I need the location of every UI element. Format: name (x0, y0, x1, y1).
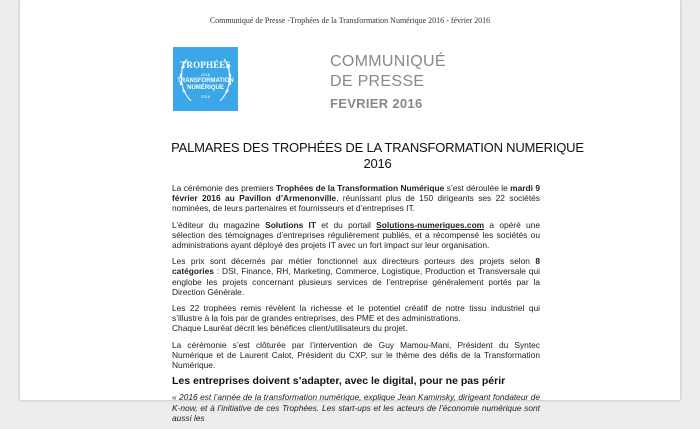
portal-link[interactable]: Solutions-numeriques.com (376, 219, 485, 230)
document-heading: PALMARES DES TROPHÉES DE LA TRANSFORMATION NUMERIQUE 2016 (171, 140, 584, 171)
press-label-line1: COMMUNIQUÉ (330, 53, 446, 70)
logo-line-transformation: TRANSFORMATION (177, 78, 234, 84)
paragraph-ceremony (172, 183, 540, 214)
text-run-bold: mardi 9 février 2016 au Pavillon d’Armenonville (172, 183, 540, 204)
press-label-line2: DE PRESSE (330, 73, 425, 90)
running-header: Communiqué de Presse -Trophées de la Transformation Numérique 2016 - février 2016 (209, 16, 491, 25)
paragraph-categories (172, 256, 540, 297)
text-run: s’est déroulée le (444, 183, 511, 193)
text-run-bold: Trophées de la Transformation Numérique (276, 183, 445, 193)
text-run: et du portail (315, 219, 377, 230)
paragraph-quote: « 2016 est l’année de la transformation numérique, explique Jean Kaminsky, dirigeant fondateur de K-now, et à l’initiative de ces Trophées. Les start-ups et les acteurs de l’économie numérique sont aussi les (172, 392, 540, 423)
paragraph-editor (172, 220, 540, 251)
text-run: a opéré une sélection des témoignages d’entreprises régulièrement publiés, et a récompensé les sociétés ou administrations ayant déployé des projets IT avec un fort impact sur leur organisation. (172, 219, 540, 251)
document-page (20, 0, 680, 423)
document-body (172, 183, 540, 429)
logo-year-bottom: 2016 (201, 94, 210, 99)
logo-line-numerique: NUMÉRIQUE (187, 85, 224, 91)
text-run: : DSI, Finance, RH, Marketing, Commerce, Logistique, Production et Transversale qui englobe les projets concernant plusieurs services de l’entreprise généralement portés par la Direction Générale. (172, 266, 540, 297)
trophees-logo (173, 47, 238, 111)
text-run: Les 22 trophées remis révèlent la richesse et le potentiel créatif de notre tissu industriel qui s’illustre à la fois par de grandes entreprises, des PME et des administrations. (172, 303, 540, 324)
press-release-label (330, 52, 446, 92)
text-run: L’éditeur du magazine (172, 219, 266, 230)
text-run: La cérémonie des premiers (172, 183, 277, 193)
text-run-bold: 8 catégories (172, 256, 540, 277)
section-subheading: Les entreprises doivent s’adapter, avec le digital, pour ne pas périr (172, 375, 506, 388)
text-run: Les prix sont décernés par métier fonctionnel aux directeurs porteurs des projets selon (172, 256, 536, 267)
press-date: FEVRIER 2016 (330, 96, 423, 111)
text-run-bold: Solutions IT (265, 219, 316, 230)
paragraph-closing: La cérémonie s’est clôturée par l’intervention de Guy Mamou-Mani, Président du Syntec Numérique et de Laurent Calot, Président du CXP, sur le thème des défis de la Transformation Numérique. (172, 339, 540, 371)
text-run: Chaque Lauréat décrit les bénéfices client/utilisateurs du projet. (172, 323, 408, 334)
logo-title: TROPHÉES (180, 60, 231, 70)
logo-year-top: 2016 (201, 72, 210, 77)
text-run: , réunissant plus de 150 dirigeants ses 22 sociétés nominées, de leurs partenaires et fournisseurs et d’entreprises IT. (172, 193, 540, 214)
paragraph-trophies (172, 303, 540, 334)
